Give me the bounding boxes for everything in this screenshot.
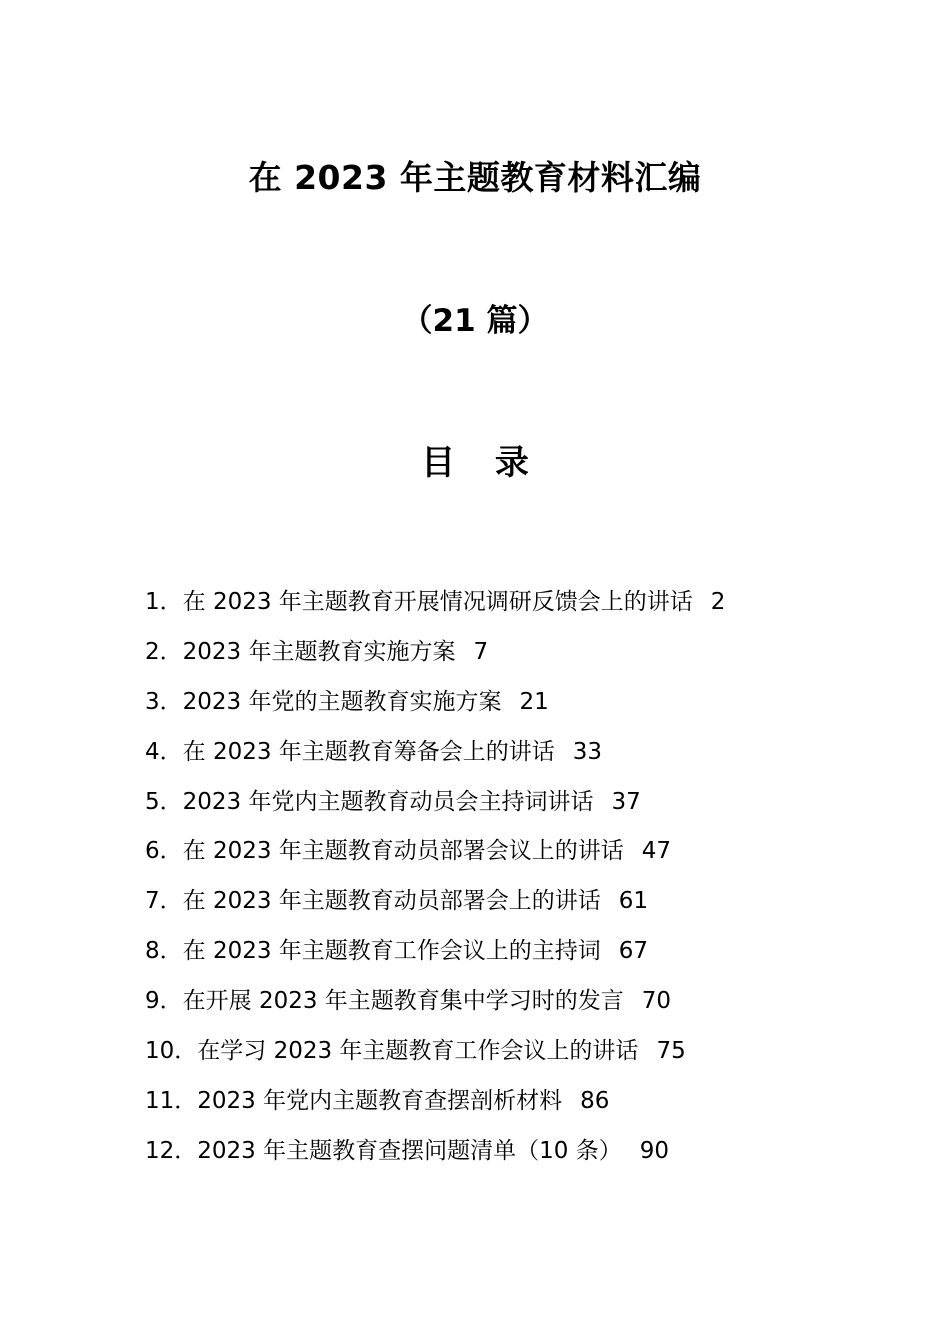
toc-entry[interactable] <box>145 832 865 882</box>
toc-entry-page: 61 <box>618 888 649 915</box>
toc-entry-page: 70 <box>641 988 672 1015</box>
toc-entry-page: 86 <box>580 1087 610 1114</box>
toc-entry-index: 11． <box>145 1087 198 1114</box>
table-of-contents <box>145 583 865 1182</box>
toc-entry-title: 在 2023 年主题教育动员部署会议上的讲话 <box>182 838 624 865</box>
toc-entry-index: 6． <box>145 838 183 865</box>
toc-entry-index: 4． <box>145 738 183 765</box>
toc-entry[interactable] <box>145 583 865 633</box>
toc-entry[interactable] <box>145 982 865 1032</box>
toc-entry-page: 2 <box>710 589 726 615</box>
toc-entry-page: 33 <box>572 738 603 765</box>
toc-entry[interactable] <box>145 1032 865 1082</box>
toc-entry-page: 67 <box>618 938 649 965</box>
toc-entry-index: 5． <box>145 788 183 815</box>
toc-entry[interactable] <box>145 633 865 683</box>
toc-entry-title: 在 2023 年主题教育筹备会上的讲话 <box>182 738 555 765</box>
document-title: 在 2023 年主题教育材料汇编 <box>248 158 702 197</box>
toc-entry-title: 在 2023 年主题教育工作会议上的主持词 <box>182 938 601 965</box>
toc-entry-index: 10． <box>145 1038 198 1065</box>
toc-entry-title: 在学习 2023 年主题教育工作会议上的讲话 <box>197 1038 639 1065</box>
toc-entry-index: 7． <box>145 888 183 915</box>
toc-entry[interactable] <box>145 1082 865 1132</box>
toc-entry-index: 8． <box>145 938 183 965</box>
toc-entry-index: 3． <box>145 688 183 715</box>
toc-entry-page: 37 <box>611 788 641 815</box>
toc-entry-title: 2023 年主题教育查摆问题清单（10 条） <box>197 1137 622 1164</box>
toc-entry-title: 在 2023 年主题教育动员部署会上的讲话 <box>182 888 601 915</box>
toc-entry-page: 21 <box>519 688 549 715</box>
toc-heading: 目 录 <box>421 443 543 483</box>
toc-entry[interactable] <box>145 733 865 783</box>
toc-entry-page: 75 <box>656 1038 686 1065</box>
toc-entry-title: 在开展 2023 年主题教育集中学习时的发言 <box>182 988 624 1015</box>
toc-entry[interactable] <box>145 683 865 733</box>
toc-entry-title: 2023 年党内主题教育动员会主持词讲话 <box>182 788 594 815</box>
toc-entry-index: 12． <box>145 1137 198 1164</box>
toc-entry[interactable] <box>145 882 865 932</box>
toc-entry-title: 2023 年党内主题教育查摆剖析材料 <box>197 1087 563 1114</box>
toc-entry-index: 2． <box>145 638 183 665</box>
toc-entry[interactable] <box>145 783 865 833</box>
toc-entry-page: 90 <box>639 1137 669 1164</box>
toc-entry[interactable] <box>145 1132 865 1182</box>
toc-entry[interactable] <box>145 932 865 982</box>
toc-entry-title: 在 2023 年主题教育开展情况调研反馈会上的讲话 <box>182 589 693 615</box>
toc-entry-page: 47 <box>641 838 672 865</box>
toc-entry-index: 1． <box>145 589 183 615</box>
document-subtitle: （21 篇） <box>401 303 549 339</box>
toc-entry-title: 2023 年党的主题教育实施方案 <box>182 688 502 715</box>
toc-entry-page: 7 <box>473 638 489 665</box>
toc-entry-title: 2023 年主题教育实施方案 <box>182 638 456 665</box>
toc-entry-index: 9． <box>145 988 183 1015</box>
